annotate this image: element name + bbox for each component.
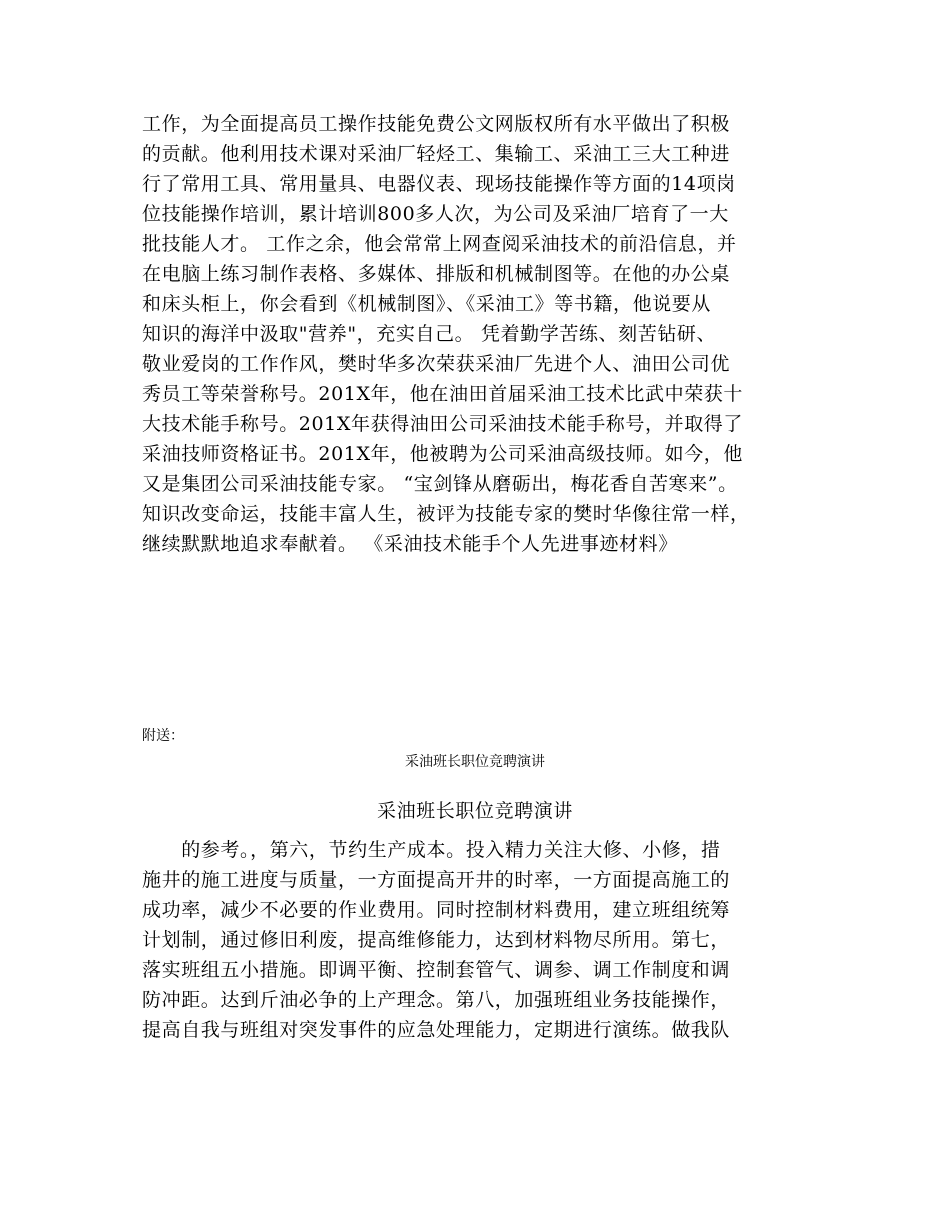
text-line: 继续默默地追求奉献着。 《采油技术能手个人先进事迹材料》 [142,533,678,555]
text-line: 秀员工等荣誉称号。201X年，他在油田首届采油工技术比武中荣获十 [142,383,743,405]
text-line: 大技术能手称号。201X年获得油田公司采油技术能手称号，并取得了 [142,413,743,435]
text-line: 落实班组五小措施。即调平衡、控制套管气、调参、调工作制度和调 [142,959,731,981]
text-line: 施井的施工进度与质量，一方面提高开井的时率，一方面提高施工的 [142,869,731,891]
text-line: 计划制，通过修旧利废，提高维修能力，达到材料物尽所用。第七， [142,929,731,951]
text-line: 成功率，减少不必要的作业费用。同时控制材料费用，建立班组统筹 [142,899,731,921]
text-line: 防冲距。达到斤油必争的上产理念。第八，加强班组业务技能操作， [142,989,731,1011]
text-line: 批技能人才。 工作之余，他会常常上网查阅采油技术的前沿信息，并 [142,233,737,255]
text-line: 的贡献。他利用技术课对采油厂轻烃工、集输工、采油工三大工种进 [142,143,731,165]
text-line: 又是集团公司采油技能专家。 “宝剑锋从磨砺出，梅花香自苦寒来”。 [142,473,738,495]
text-line: 工作，为全面提高员工操作技能免费公文网版权所有水平做出了积极 [142,113,731,135]
text-line: 在电脑上练习制作表格、多媒体、排版和机械制图等。在他的办公桌 [142,263,731,285]
text-line: 和床头柜上，你会看到《机械制图》、《采油工》等书籍，他说要从 [142,293,712,315]
text-line: 敬业爱岗的工作作风，樊时华多次荣获采油厂先进个人、油田公司优 [142,353,731,375]
body-text-section-2 [142,835,822,1045]
text-line: 采油技师资格证书。201X年，他被聘为公司采油高级技师。如今，他 [142,443,743,465]
text-line: 知识的海洋中汲取"营养"，充实自己。 凭着勤学苦练、刻苦钻研、 [142,323,717,345]
body-text-section-1 [142,109,822,559]
text-line: 位技能操作培训，累计培训800多人次，为公司及采油厂培育了一大 [142,203,729,225]
text-line: 行了常用工具、常用量具、电器仪表、现场技能操作等方面的14项岗 [142,173,736,195]
appendix-subtitle: 采油班长职位竞聘演讲 [405,754,545,770]
appendix-label: 附送： [142,728,184,744]
text-line: 提高自我与班组对突发事件的应急处理能力，定期进行演练。做我队 [142,1019,731,1041]
text-line: 知识改变命运，技能丰富人生，被评为技能专家的樊时华像往常一样， [142,503,750,525]
appendix-title: 采油班长职位竞聘演讲 [376,800,573,822]
text-line: 的参考。，第六，节约生产成本。投入精力关注大修、小修，措 [142,839,721,861]
